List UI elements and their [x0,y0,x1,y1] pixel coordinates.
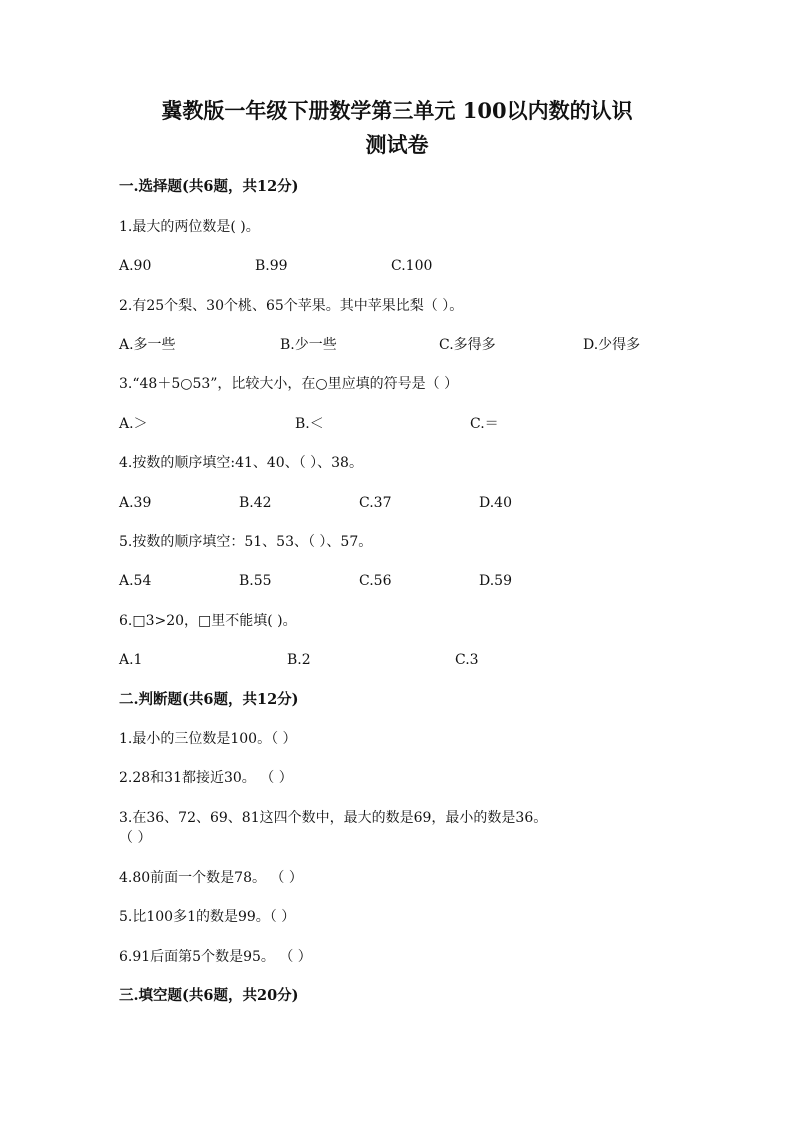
option-b: B.42 [239,495,272,511]
exam-title-line1: 冀教版一年级下册数学第三单元 100以内数的认识 [161,98,633,123]
section-heading-fill-blank: 三.填空题(共6题，共20分) [119,987,299,1004]
option-b: B.55 [239,573,272,589]
option-c: C.3 [455,652,479,668]
option-d: D.59 [479,573,512,589]
judgement-item: 3.在36、72、69、81这四个数中，最大的数是69，最小的数是36。 [119,810,548,826]
option-d: D.40 [479,495,512,511]
judgement-item: 5.比100多1的数是99。（ ） [119,909,296,925]
question-stem: 5.按数的顺序填空：51、53、（ ）、57。 [119,534,373,550]
option-b: B.2 [287,652,311,668]
option-a: A.＞ [119,416,148,432]
option-b: B.＜ [295,416,324,432]
judgement-item: 4.80前面一个数是78。 （ ） [119,870,303,886]
judgement-item: 2.28和31都接近30。 （ ） [119,770,293,786]
question-stem: 3.“48＋5○53”，比较大小，在○里应填的符号是（ ） [119,376,459,392]
option-c: C.56 [359,573,392,589]
judgement-item: 1.最小的三位数是100。（ ） [119,731,297,747]
judgement-item: 6.91后面第5个数是95。 （ ） [119,949,312,965]
question-stem: 4.按数的顺序填空:41、40、（ ）、38。 [119,455,363,471]
option-c: C.多得多 [439,337,496,353]
option-a: A.多一些 [119,337,176,353]
option-a: A.90 [119,258,152,274]
question-stem: 6.□3>20，□里不能填( )。 [119,613,297,629]
section-heading-choice: 一.选择题(共6题，共12分) [119,178,299,195]
option-c: C.37 [359,495,392,511]
option-a: A.39 [119,495,152,511]
judgement-item-answer-blank: （ ） [119,830,152,846]
option-c: C.100 [391,258,433,274]
question-stem: 2.有25个梨、30个桃、65个苹果。其中苹果比梨（ ）。 [119,298,464,314]
option-a: A.54 [119,573,152,589]
exam-title-line2: 测试卷 [365,132,429,157]
option-d: D.少得多 [583,337,641,353]
question-stem: 1.最大的两位数是( )。 [119,219,260,235]
option-b: B.99 [255,258,288,274]
section-heading-judgement: 二.判断题(共6题，共12分) [119,691,299,708]
option-a: A.1 [119,652,143,668]
option-c: C.＝ [470,416,499,432]
option-b: B.少一些 [280,337,337,353]
